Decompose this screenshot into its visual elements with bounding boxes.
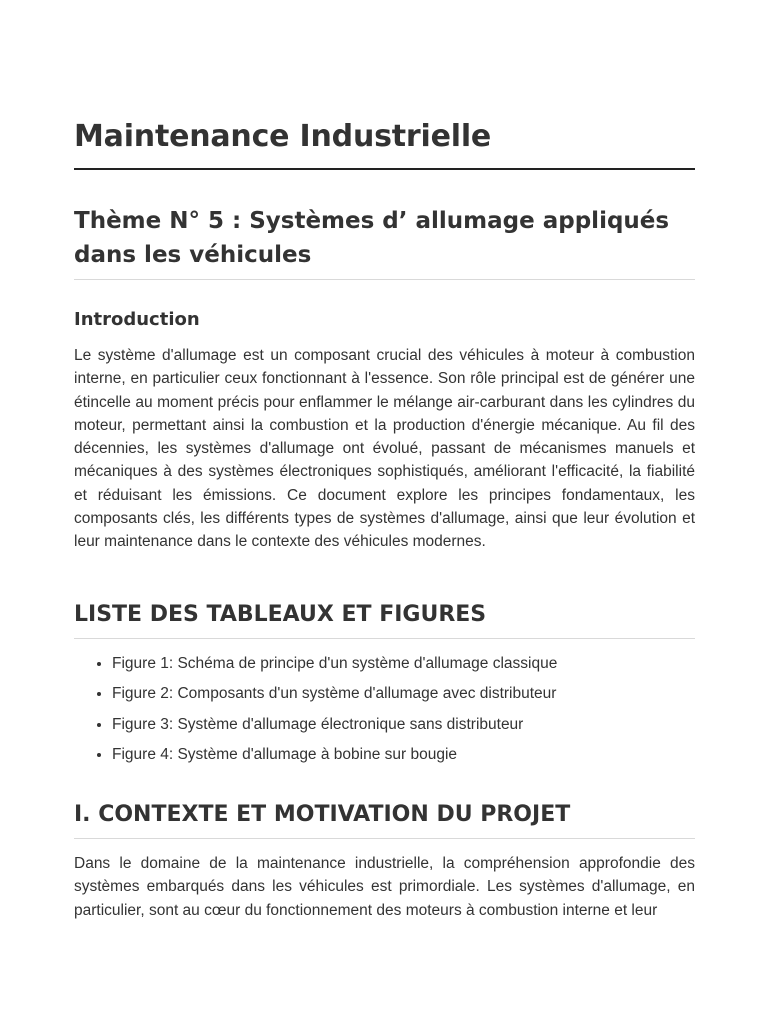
figure-list-item: • Figure 3: Système d'allumage électronique sans distributeur <box>112 714 695 736</box>
theme-title: Thème N° 5 : Systèmes d’ allumage appliqués dans les véhicules <box>74 208 670 268</box>
introduction-heading: Introduction <box>74 309 200 330</box>
figure-list-item: • Figure 1: Schéma de principe d'un système d'allumage classique <box>112 653 695 675</box>
document-title: Maintenance Industrielle <box>74 119 492 154</box>
introduction-paragraph: Le système d'allumage est un composant crucial des véhicules à moteur à combustion interne, en particulier ceux fonctionnant à l'essence. Son rôle principal est de générer une étincelle au moment précis pour enflammer le mélange air-carburant dans les cylindres du moteur, permettant ainsi la combustion et la production d'énergie mécanique. Au fil des décennies, les systèmes d'allumage ont évolué, passant de mécanismes manuels et mécaniques à des systèmes électroniques sophistiqués, améliorant l'efficacité, la fiabilité et réduisant les émissions. Ce document explore les principes fondamentaux, les composants clés, les différents types de systèmes d'allumage, ainsi que leur évolution et leur maintenance dans le contexte des véhicules modernes. <box>74 347 695 551</box>
figures-section-divider <box>74 638 695 639</box>
figures-list <box>74 653 695 767</box>
theme-divider <box>74 279 695 280</box>
context-paragraph: Dans le domaine de la maintenance industrielle, la compréhension approfondie des systèmes embarqués dans les véhicules est primordiale. Les systèmes d'allumage, en particulier, sont au cœur du fonctionnement des moteurs à combustion interne et leur <box>74 855 695 919</box>
figure-list-item: • Figure 4: Système d'allumage à bobine sur bougie <box>112 744 695 766</box>
context-section-divider <box>74 838 695 839</box>
context-section-heading: I. CONTEXTE ET MOTIVATION DU PROJET <box>74 802 571 828</box>
figures-section-heading: LISTE DES TABLEAUX ET FIGURES <box>74 601 487 627</box>
figure-list-item: • Figure 2: Composants d'un système d'allumage avec distributeur <box>112 683 695 705</box>
title-divider <box>74 168 695 170</box>
